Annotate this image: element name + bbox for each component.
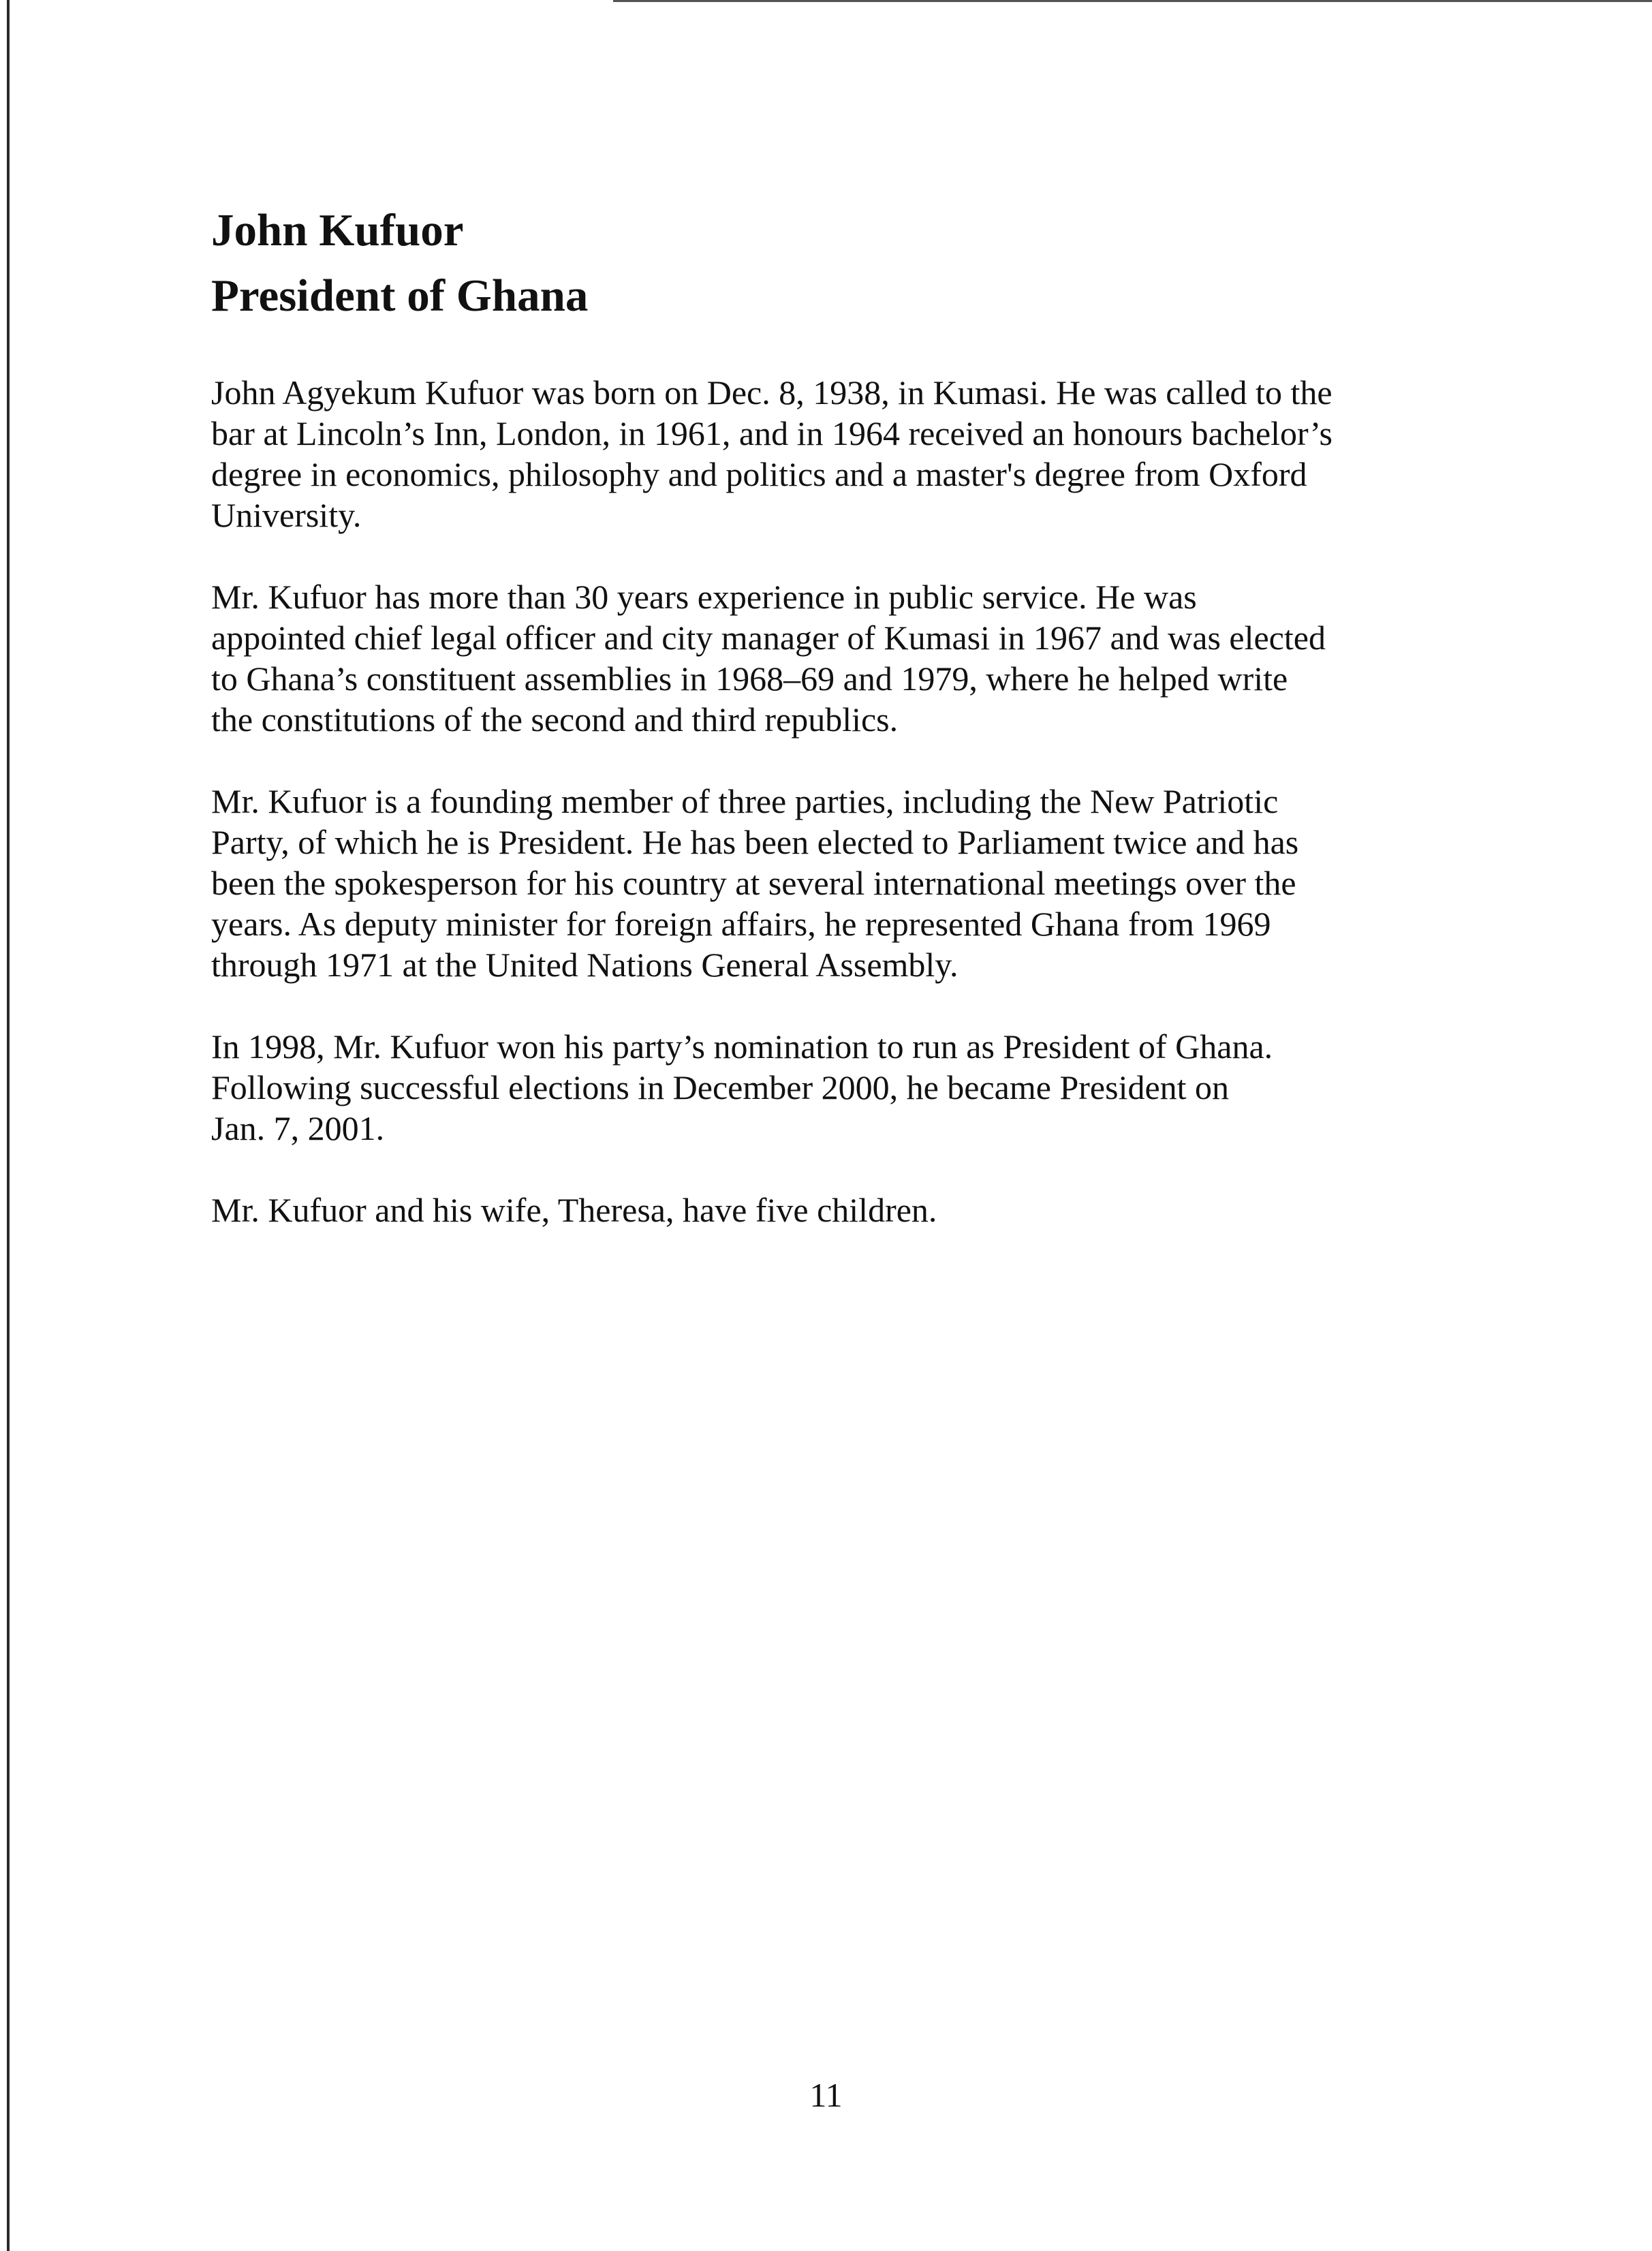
heading-name: John Kufuor	[211, 205, 464, 255]
paragraph-line: years. As deputy minister for foreign affairs, he represented Ghana from 1969	[211, 905, 1271, 943]
paragraph-line: been the spokesperson for his country at several international meetings over the	[211, 864, 1296, 902]
paragraph-line: Following successful elections in December 2000, he became President on	[211, 1068, 1230, 1106]
heading-role: President of Ghana	[211, 270, 589, 321]
paragraph-family	[211, 1190, 1383, 1230]
paragraph-line: to Ghana’s constituent assemblies in 1968–69 and 1979, where he helped write	[211, 659, 1288, 698]
page-content	[211, 198, 1383, 1271]
paragraph-line: Party, of which he is President. He has been elected to Parliament twice and has	[211, 823, 1299, 861]
paragraph-line: degree in economics, philosophy and politics and a master's degree from Oxford	[211, 455, 1307, 493]
paragraph-line: bar at Lincoln’s Inn, London, in 1961, and in 1964 received an honours bachelor’s	[211, 414, 1332, 452]
paragraph-line: Jan. 7, 2001.	[211, 1109, 385, 1147]
paragraph-line: John Agyekum Kufuor was born on Dec. 8, 1938, in Kumasi. He was called to the	[211, 373, 1332, 412]
paragraph-line: Mr. Kufuor and his wife, Theresa, have five children.	[211, 1191, 937, 1229]
paragraph-presidency	[211, 1026, 1383, 1149]
paragraph-line: Mr. Kufuor is a founding member of three parties, including the New Patriotic	[211, 782, 1279, 820]
scan-border-top	[613, 0, 1652, 2]
paragraph-line: University.	[211, 496, 362, 534]
scan-border-left	[7, 0, 10, 2251]
page-number: 11	[809, 2076, 843, 2114]
paragraph-party-career	[211, 781, 1383, 985]
paragraph-line: through 1971 at the United Nations General Assembly.	[211, 946, 959, 984]
paragraph-line: the constitutions of the second and third republics.	[211, 700, 899, 739]
page-heading	[211, 198, 1383, 328]
paragraph-line: appointed chief legal officer and city manager of Kumasi in 1967 and was elected	[211, 619, 1326, 657]
paragraph-line: In 1998, Mr. Kufuor won his party’s nomination to run as President of Ghana.	[211, 1027, 1273, 1066]
paragraph-public-service	[211, 576, 1383, 740]
paragraph-line: Mr. Kufuor has more than 30 years experience in public service. He was	[211, 578, 1197, 616]
paragraph-birth-education	[211, 372, 1383, 535]
